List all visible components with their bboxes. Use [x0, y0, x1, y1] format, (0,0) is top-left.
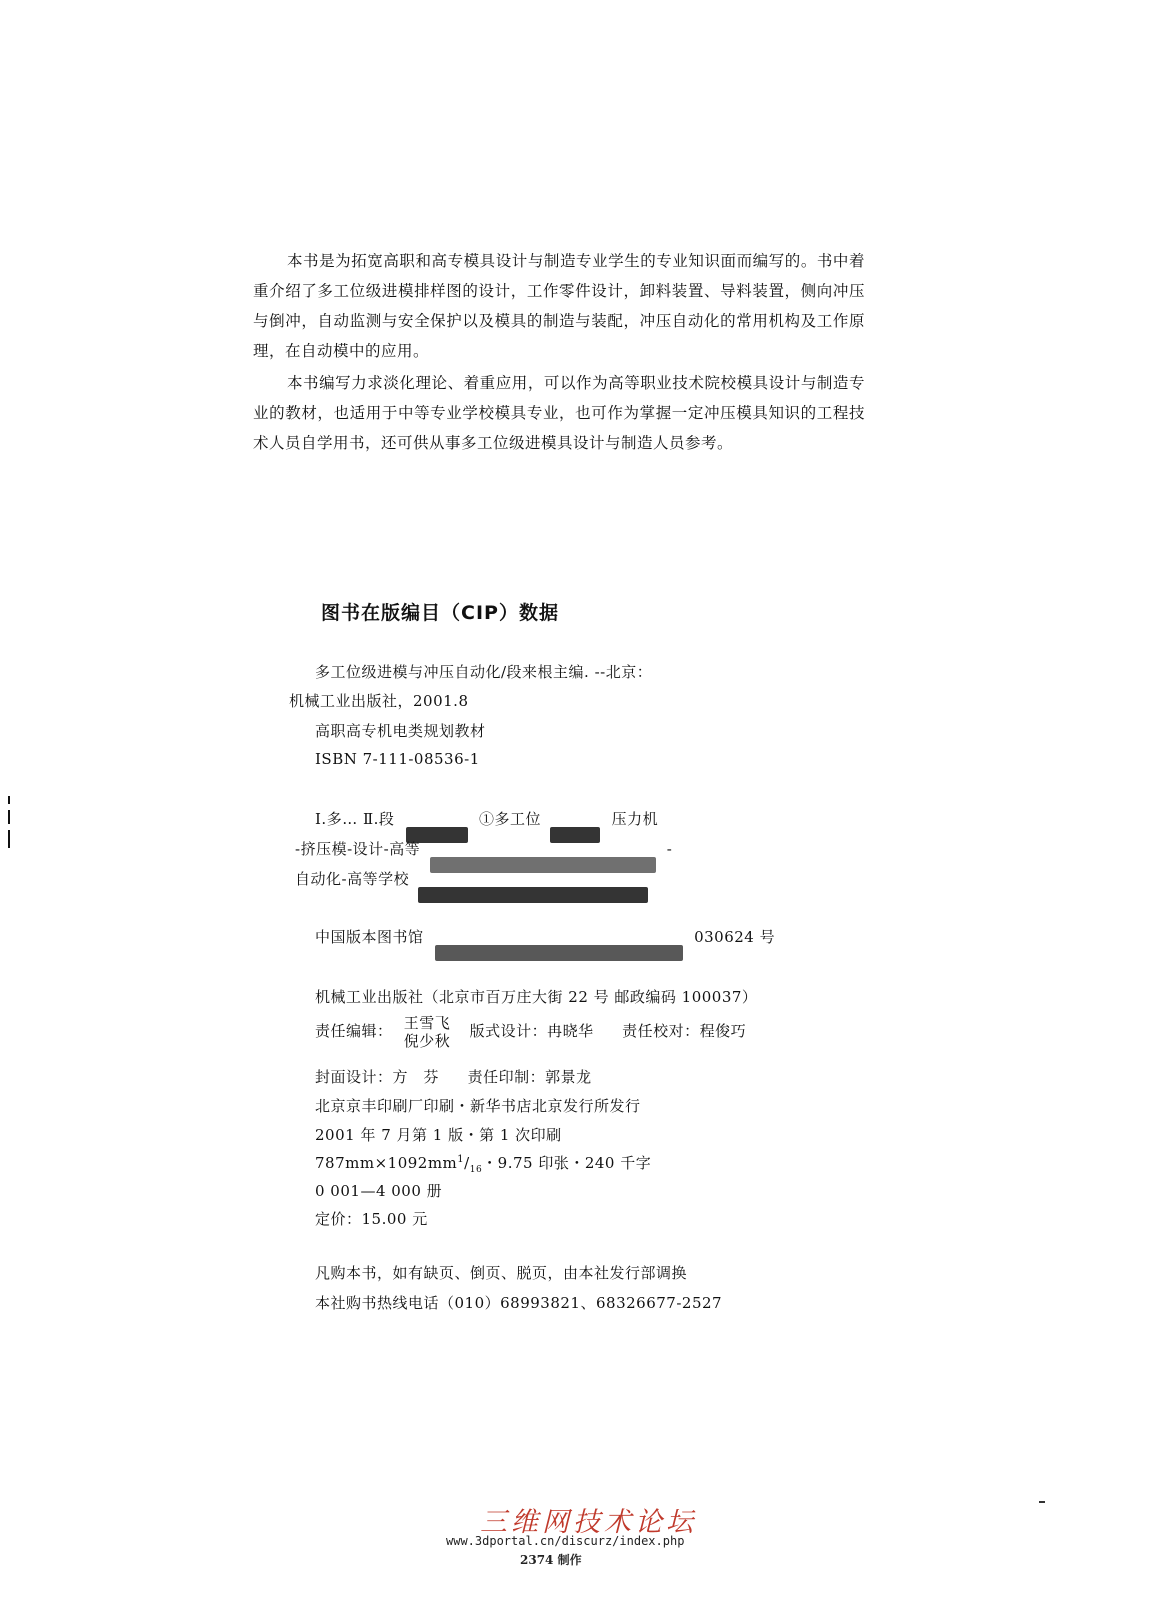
cip-subject-line-1 — [315, 808, 658, 829]
cip-record-line-1: 多工位级进模与冲压自动化/段来根主编. --北京： — [315, 663, 653, 681]
cip-subject-line-3 — [295, 868, 654, 889]
subject-text: ①多工位 — [479, 810, 542, 828]
cip-subject-line-2 — [295, 838, 672, 859]
editor-label: 责任编辑： — [315, 1022, 393, 1040]
scan-credit: 2374 制作 — [520, 1553, 582, 1567]
price: 定价：15.00 元 — [315, 1210, 428, 1228]
format-details: ・9.75 印张・240 千字 — [482, 1154, 652, 1172]
edition-line: 2001 年 7 月第 1 版・第 1 次印刷 — [315, 1126, 562, 1144]
editor-name-1: 王雪飞 — [403, 1014, 451, 1032]
editors-line — [315, 1014, 746, 1050]
format-size: 787mm×1092mm — [315, 1154, 458, 1172]
scan-edge-mark — [8, 830, 10, 848]
printer-line: 北京京丰印刷厂印刷・新华书店北京发行所发行 — [315, 1097, 641, 1115]
cip-series: 高职高专机电类规划教材 — [315, 722, 486, 740]
proofreader: 责任校对：程俊巧 — [622, 1022, 747, 1040]
format-denominator: 16 — [469, 1165, 483, 1175]
forum-url: www.3dportal.cn/discurz/index.php — [446, 1534, 685, 1548]
print-manager: 责任印制：郭景龙 — [467, 1068, 592, 1086]
cip-library-record — [315, 926, 775, 947]
scan-edge-mark — [8, 810, 10, 824]
publisher-address: 机械工业出版社（北京市百万庄大街 22 号 邮政编码 100037） — [315, 988, 758, 1006]
library-text: 030624 号 — [694, 928, 776, 946]
summary-paragraph-2: 本书编写力求淡化理论、着重应用，可以作为高等职业技术院校模具设计与制造专业的教材，也适用于中等专业学校模具专业，也可作为掌握一定冲压模具知识的工程技术人员自学用书，还可供从事多工位级进模具设计与制造人员参考。 — [253, 374, 865, 452]
subject-text: - — [666, 840, 673, 858]
summary-paragraph-1: 本书是为拓宽高职和高专模具设计与制造专业学生的专业知识面而编写的。书中着重介绍了多工位级进模排样图的设计，工作零件设计，卸料装置、导料装置，侧向冲压与倒冲，自动监测与安全保护以及模具的制造与装配，冲压自动化的常用机构及工作原理，在自动模中的应用。 — [253, 252, 865, 360]
book-summary — [253, 246, 865, 460]
format-line — [315, 1152, 651, 1175]
subject-text: Ⅰ.多… Ⅱ.段 — [315, 810, 395, 828]
scan-edge-mark — [8, 796, 10, 804]
scan-artifact — [1039, 1501, 1045, 1503]
replacement-notice: 凡购本书，如有缺页、倒页、脱页，由本社发行部调换 — [315, 1264, 688, 1282]
cip-record-line-2: 机械工业出版社，2001.8 — [289, 692, 469, 710]
editor-name-2: 倪少秋 — [403, 1032, 451, 1050]
print-run: 0 001—4 000 册 — [315, 1182, 443, 1200]
cip-title: 图书在版编目（CIP）数据 — [321, 602, 559, 624]
subject-text: 自动化-高等学校 — [295, 870, 410, 888]
format-numerator: 1 — [457, 1154, 465, 1165]
library-text: 中国版本图书馆 — [315, 928, 424, 946]
forum-logo: 三维网技术论坛 — [480, 1507, 697, 1538]
cover-and-print-line — [315, 1066, 592, 1087]
sales-hotline: 本社购书热线电话（010）68993821、68326677-2527 — [315, 1294, 723, 1312]
editor-names — [404, 1014, 451, 1050]
subject-text: -挤压模-设计-高等 — [295, 840, 421, 858]
cover-designer: 封面设计：方 芬 — [315, 1068, 440, 1086]
cip-isbn: ISBN 7-111-08536-1 — [315, 750, 480, 768]
format-slash: / — [464, 1154, 470, 1172]
subject-text: 压力机 — [611, 810, 659, 828]
layout-designer: 版式设计：冉晓华 — [469, 1022, 594, 1040]
